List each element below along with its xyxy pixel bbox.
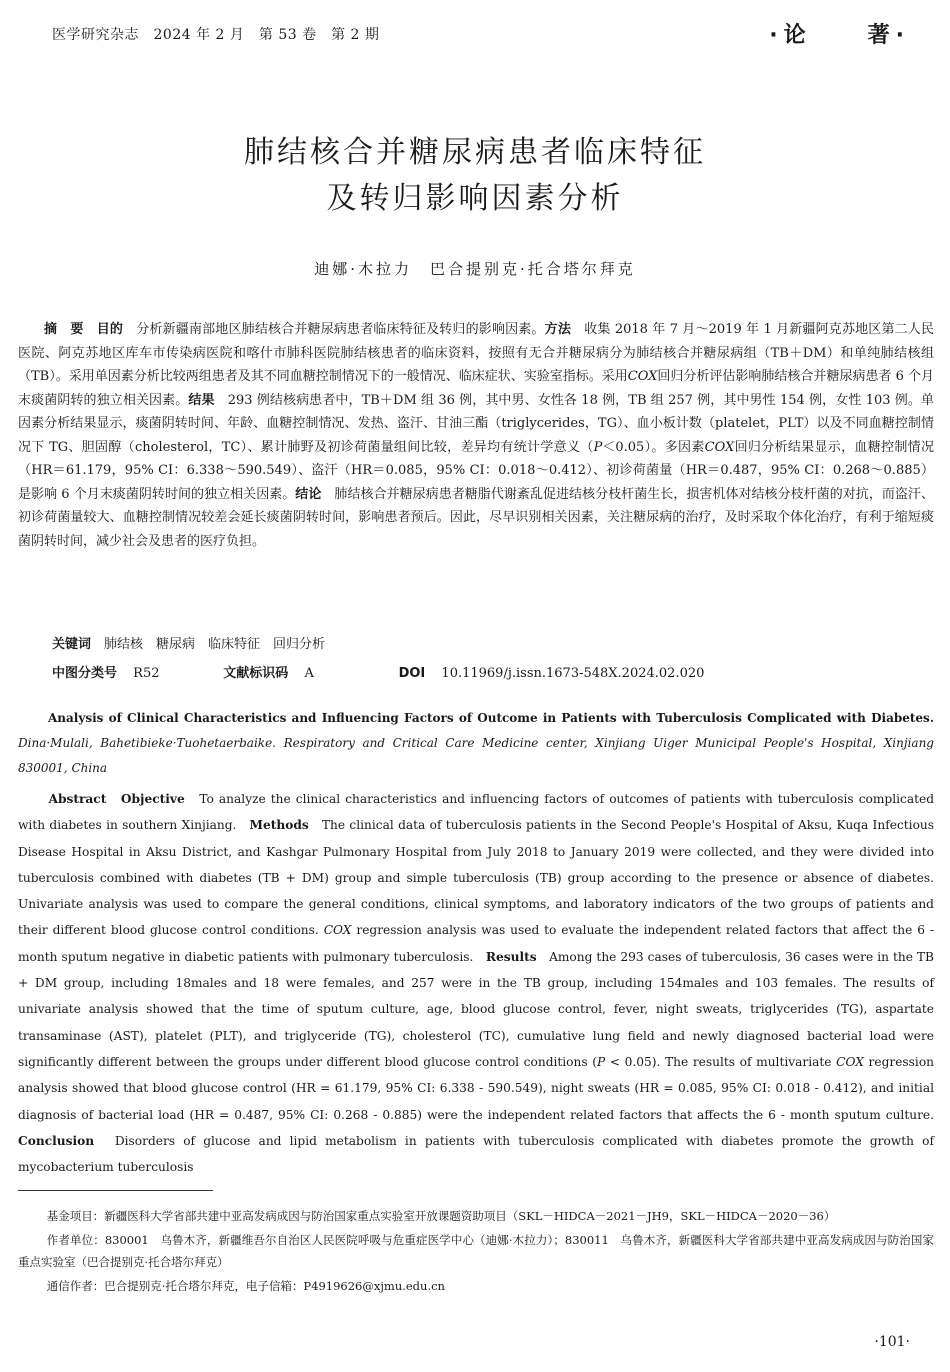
title-line-2: 及转归影响因素分析 [326,181,624,216]
affiliation-note: 作者单位：830001 乌鲁木齐，新疆维吾尔自治区人民医院呼吸与危重症医学中心（迪娜·木拉力）；830011 乌鲁木齐，新疆医科大学省部共建中亚高发病成因与防治国家重点实验室（巴合提别克·托合塔尔拜克） [18,1233,934,1269]
journal-citation: 医学研究杂志 2024 年 2 月 第 53 卷 第 2 期 [52,27,380,43]
methods-text-tail: 回归分析评估影响肺结核合并糖尿病患者 6 个月末痰菌阴转的独立相关因素。 [18,369,934,408]
doc-code-value: A [304,666,314,681]
clc-value: R52 [133,666,160,681]
en-methods-label: Methods [249,818,309,833]
section-label: ·论 著· [769,23,910,48]
en-results-label: Results [485,949,537,964]
en-conclusion-text: Disorders of glucose and lipid metabolism in patients with tuberculosis complicated with diabetes promote the growth of mycobacterium tuberculosis [18,1133,934,1175]
en-results-p: P [597,1054,606,1069]
footnotes [18,1205,934,1299]
footnote-divider [18,1190,213,1191]
en-results-tail: regression analysis showed that blood glucose control (HR = 61.179, 95% CI: 6.338 - 590.549), night sweats (HR = 0.085, 95% CI: 0.018 - 0.412), and initial diagnosis of bacterial load (HR = 0.487, 95% CI: 0.268 - 0.885) were the independent related factors that affects the 6 - month sputum culture. [18,1054,935,1122]
en-methods-text: The clinical data of tuberculosis patients in the Second People's Hospital of Aksu, Kuqa Infectious Disease Hospital in Aksu District, and Kashgar Pulmonary Hospital from July 2018 to January 2019 were collected, and they were divided into tuberculosis combined with diabetes (TB + DM) group and simple tuberculosis (TB) group according to the presence or absence of diabetes. Univariate analysis was used to compare the general conditions, clinical symptoms, and laboratory indicators of the two groups of patients and their different blood glucose control conditions. [18,818,935,938]
doi-label: DOI [398,666,426,681]
doi-value: 10.11969/j.issn.1673-548X.2024.02.020 [441,666,705,681]
results-mid: ＜0.05）。多因素 [602,439,705,455]
clc-label: 中图分类号 [52,666,118,681]
en-methods-tail: regression analysis was used to evaluate the independent related factors that affect the 6 - month sputum negative in diabetic patients with pulmonary tuberculosis. [18,923,935,964]
en-conclusion-label: Conclusion [18,1133,95,1148]
methods-cox: COX [627,369,658,384]
title-line-1: 肺结核合并糖尿病患者临床特征 [244,135,706,170]
results-label: 结果 [188,392,215,408]
keywords-items: 肺结核 糖尿病 临床特征 回归分析 [104,637,326,652]
methods-text: 收集 2018 年 7 月～2019 年 1 月新疆阿克苏地区第二人民医院、阿克苏地区库车市传染病医院和喀什市肺科医院肺结核患者的临床资料，按照有无合并糖尿病分为肺结核合并糖尿病组（TB＋DM）和单纯肺结核组（TB）。采用单因素分析比较两组患者及其不同血糖控制情况下的一般情况、临床症状、实验室指标。采用 [18,322,934,384]
paper-title [0,130,950,222]
en-objective-text: To analyze the clinical characteristics and influencing factors of outcomes of patients with tuberculosis complicated with diabetes in southern Xinjiang. [18,792,935,833]
methods-label: 方法 [544,322,571,337]
correspondence-note: 通信作者：巴合提别克·托合塔尔拜克，电子信箱：P4919626@xjmu.edu.cn [46,1279,445,1293]
en-abstract-label: Abstract [48,792,107,806]
conclusion-label: 结论 [295,486,322,502]
chinese-abstract [18,318,934,553]
conclusion-text: 肺结核合并糖尿病患者糖脂代谢紊乱促进结核分枝杆菌生长，损害机体对结核分枝杆菌的对抗，而盗汗、初诊荷菌量较大、血糖控制情况较差会延长痰菌阴转时间，影响患者预后。因此，尽早识别相关因素，关注糖尿病的治疗，及时采取个体化治疗，有利于缩短痰菌阴转时间，减少社会及患者的医疗负担。 [18,486,934,549]
en-methods-cox: COX [323,923,352,938]
en-results-text: Among the 293 cases of tuberculosis, 36 cases were in the TB + DM group, including 18males and 18 were females, and 257 were in the TB group, including 154males and 103 females. The results of univariate analysis showed that the time of sputum culture, age, blood glucose control, fever, night sweats, triglycerides (TG), aspartate transaminase (AST), platelet (PLT), and triglyceride (TG), cholesterol (TC), cumulative lung field and newly diagnosed bacterial load were significantly different between the groups under different blood glucose control conditions ( [18,949,935,1069]
objective-text: 分析新疆南部地区肺结核合并糖尿病患者临床特征及转归的影响因素。 [136,322,545,337]
en-objective-label: Objective [120,792,185,806]
objective-label: 目的 [96,322,124,337]
keywords-label: 关键词 [52,637,92,652]
results-p: P [593,439,603,455]
results-text-tail: 回归分析结果显示，血糖控制情况（HR＝61.179，95% CI：6.338～590.549）、盗汗（HR＝0.085，95% CI：0.018～0.412）、初诊荷菌量（HR＝0.487，95% CI：0.268～0.885）是影响 6 个月末痰菌阴转时间的独立相关因素。 [18,439,934,502]
running-header [52,24,910,48]
english-title-block [18,706,934,781]
english-abstract [18,786,934,1180]
author-list: 迪娜·木拉力 巴合提别克·托合塔尔拜克 [314,260,636,278]
abstract-label: 摘 要 [44,322,84,337]
page-number: ·101· [874,1334,910,1350]
keywords-line [52,633,325,652]
english-affiliation: Dina·Mulali, Bahetibieke·Tuohetaerbaike. Respiratory and Critical Care Medicine center, Xinjiang Uiger Municipal People's Hospital, Xinjiang 830001, China [18,736,934,775]
results-cox: COX [704,439,735,455]
en-results-mid: < 0.05). The results of multivariate [609,1054,832,1069]
fund-note: 基金项目：新疆医科大学省部共建中亚高发病成因与防治国家重点实验室开放课题资助项目（SKL－HIDCA－2021－JH9，SKL－HIDCA－2020－36） [46,1209,836,1223]
en-results-cox: COX [836,1054,864,1069]
doc-code-label: 文献标识码 [223,666,289,681]
results-text: 293 例结核病患者中，TB＋DM 组 36 例，其中男、女性各 18 例，TB 组 257 例，其中男性 154 例，女性 103 例。单因素分析结果显示，痰菌阴转时间、年龄、血糖控制情况、发热、盗汗、甘油三酯（triglycerides，TG）、血小板计数（platelet，PLT）以及不同血糖控制情况下 TG、胆固醇（cholesterol，TC）、累计肺野及初诊荷菌量组间比较，差异均有统计学意义（ [18,392,934,455]
english-title: Analysis of Clinical Characteristics and Influencing Factors of Outcome in Patients with Tuberculosis Complicated with Diabetes. [48,711,934,725]
classification-line [52,662,932,681]
